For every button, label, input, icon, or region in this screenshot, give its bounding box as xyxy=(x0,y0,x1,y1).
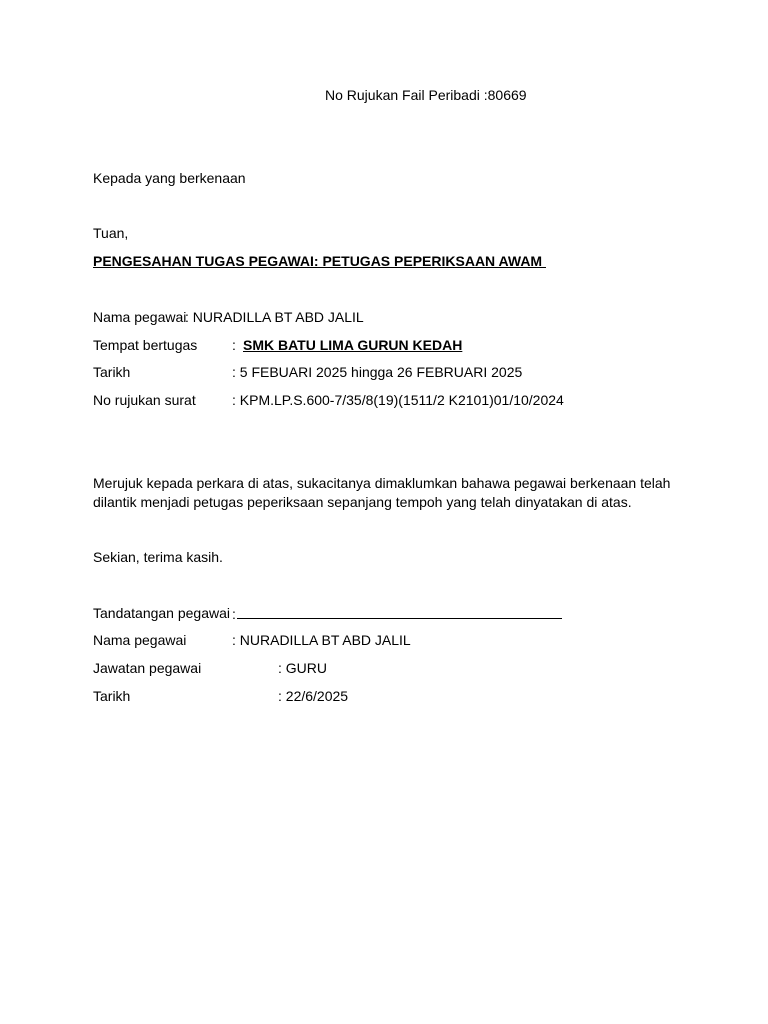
signature-position-value: : GURU xyxy=(278,660,327,676)
salutation: Tuan, xyxy=(93,225,129,241)
detail-place-value: SMK BATU LIMA GURUN KEDAH xyxy=(243,337,463,353)
file-reference-label: No Rujukan Fail Peribadi : xyxy=(325,87,488,103)
closing: Sekian, terima kasih. xyxy=(93,549,223,565)
detail-name-value: : NURADILLA BT ABD JALIL xyxy=(185,309,364,325)
body-paragraph: Merujuk kepada perkara di atas, sukacitanya dimaklumkan bahawa pegawai berkenaan telah dilantik menjadi petugas peperiksaan sepanjang tempoh yang telah dinyatakan di atas. xyxy=(93,475,671,510)
signature-name-label: Nama pegawai xyxy=(93,632,187,648)
detail-date-value: : 5 FEBUARI 2025 hingga 26 FEBRUARI 2025 xyxy=(232,364,523,380)
detail-date-label: Tarikh xyxy=(93,364,131,380)
detail-place-colon: : xyxy=(232,337,236,353)
subject-heading: PENGESAHAN TUGAS PEGAWAI: PETUGAS PEPERIKSAAN AWAM xyxy=(93,253,546,269)
recipient: Kepada yang berkenaan xyxy=(93,170,246,186)
signature-date-label: Tarikh xyxy=(93,688,131,704)
detail-ref-value: : KPM.LP.S.600-7/35/8(19)(1511/2 K2101)01/10/2024 xyxy=(232,392,564,408)
detail-place-label: Tempat bertugas xyxy=(93,337,198,353)
signature-label: Tandatangan pegawai xyxy=(93,605,231,621)
signature-position-label: Jawatan pegawai xyxy=(93,660,202,676)
signature-date-value: : 22/6/2025 xyxy=(278,688,349,704)
detail-name-label: Nama pegawai xyxy=(93,309,187,325)
signature-name-value: : NURADILLA BT ABD JALIL xyxy=(232,632,411,648)
file-reference xyxy=(325,86,527,104)
file-reference-value: 80669 xyxy=(487,87,527,103)
signature-field xyxy=(232,604,562,623)
signature-line xyxy=(237,604,562,619)
signature-colon: : xyxy=(232,606,236,622)
detail-ref-label: No rujukan surat xyxy=(93,392,196,408)
